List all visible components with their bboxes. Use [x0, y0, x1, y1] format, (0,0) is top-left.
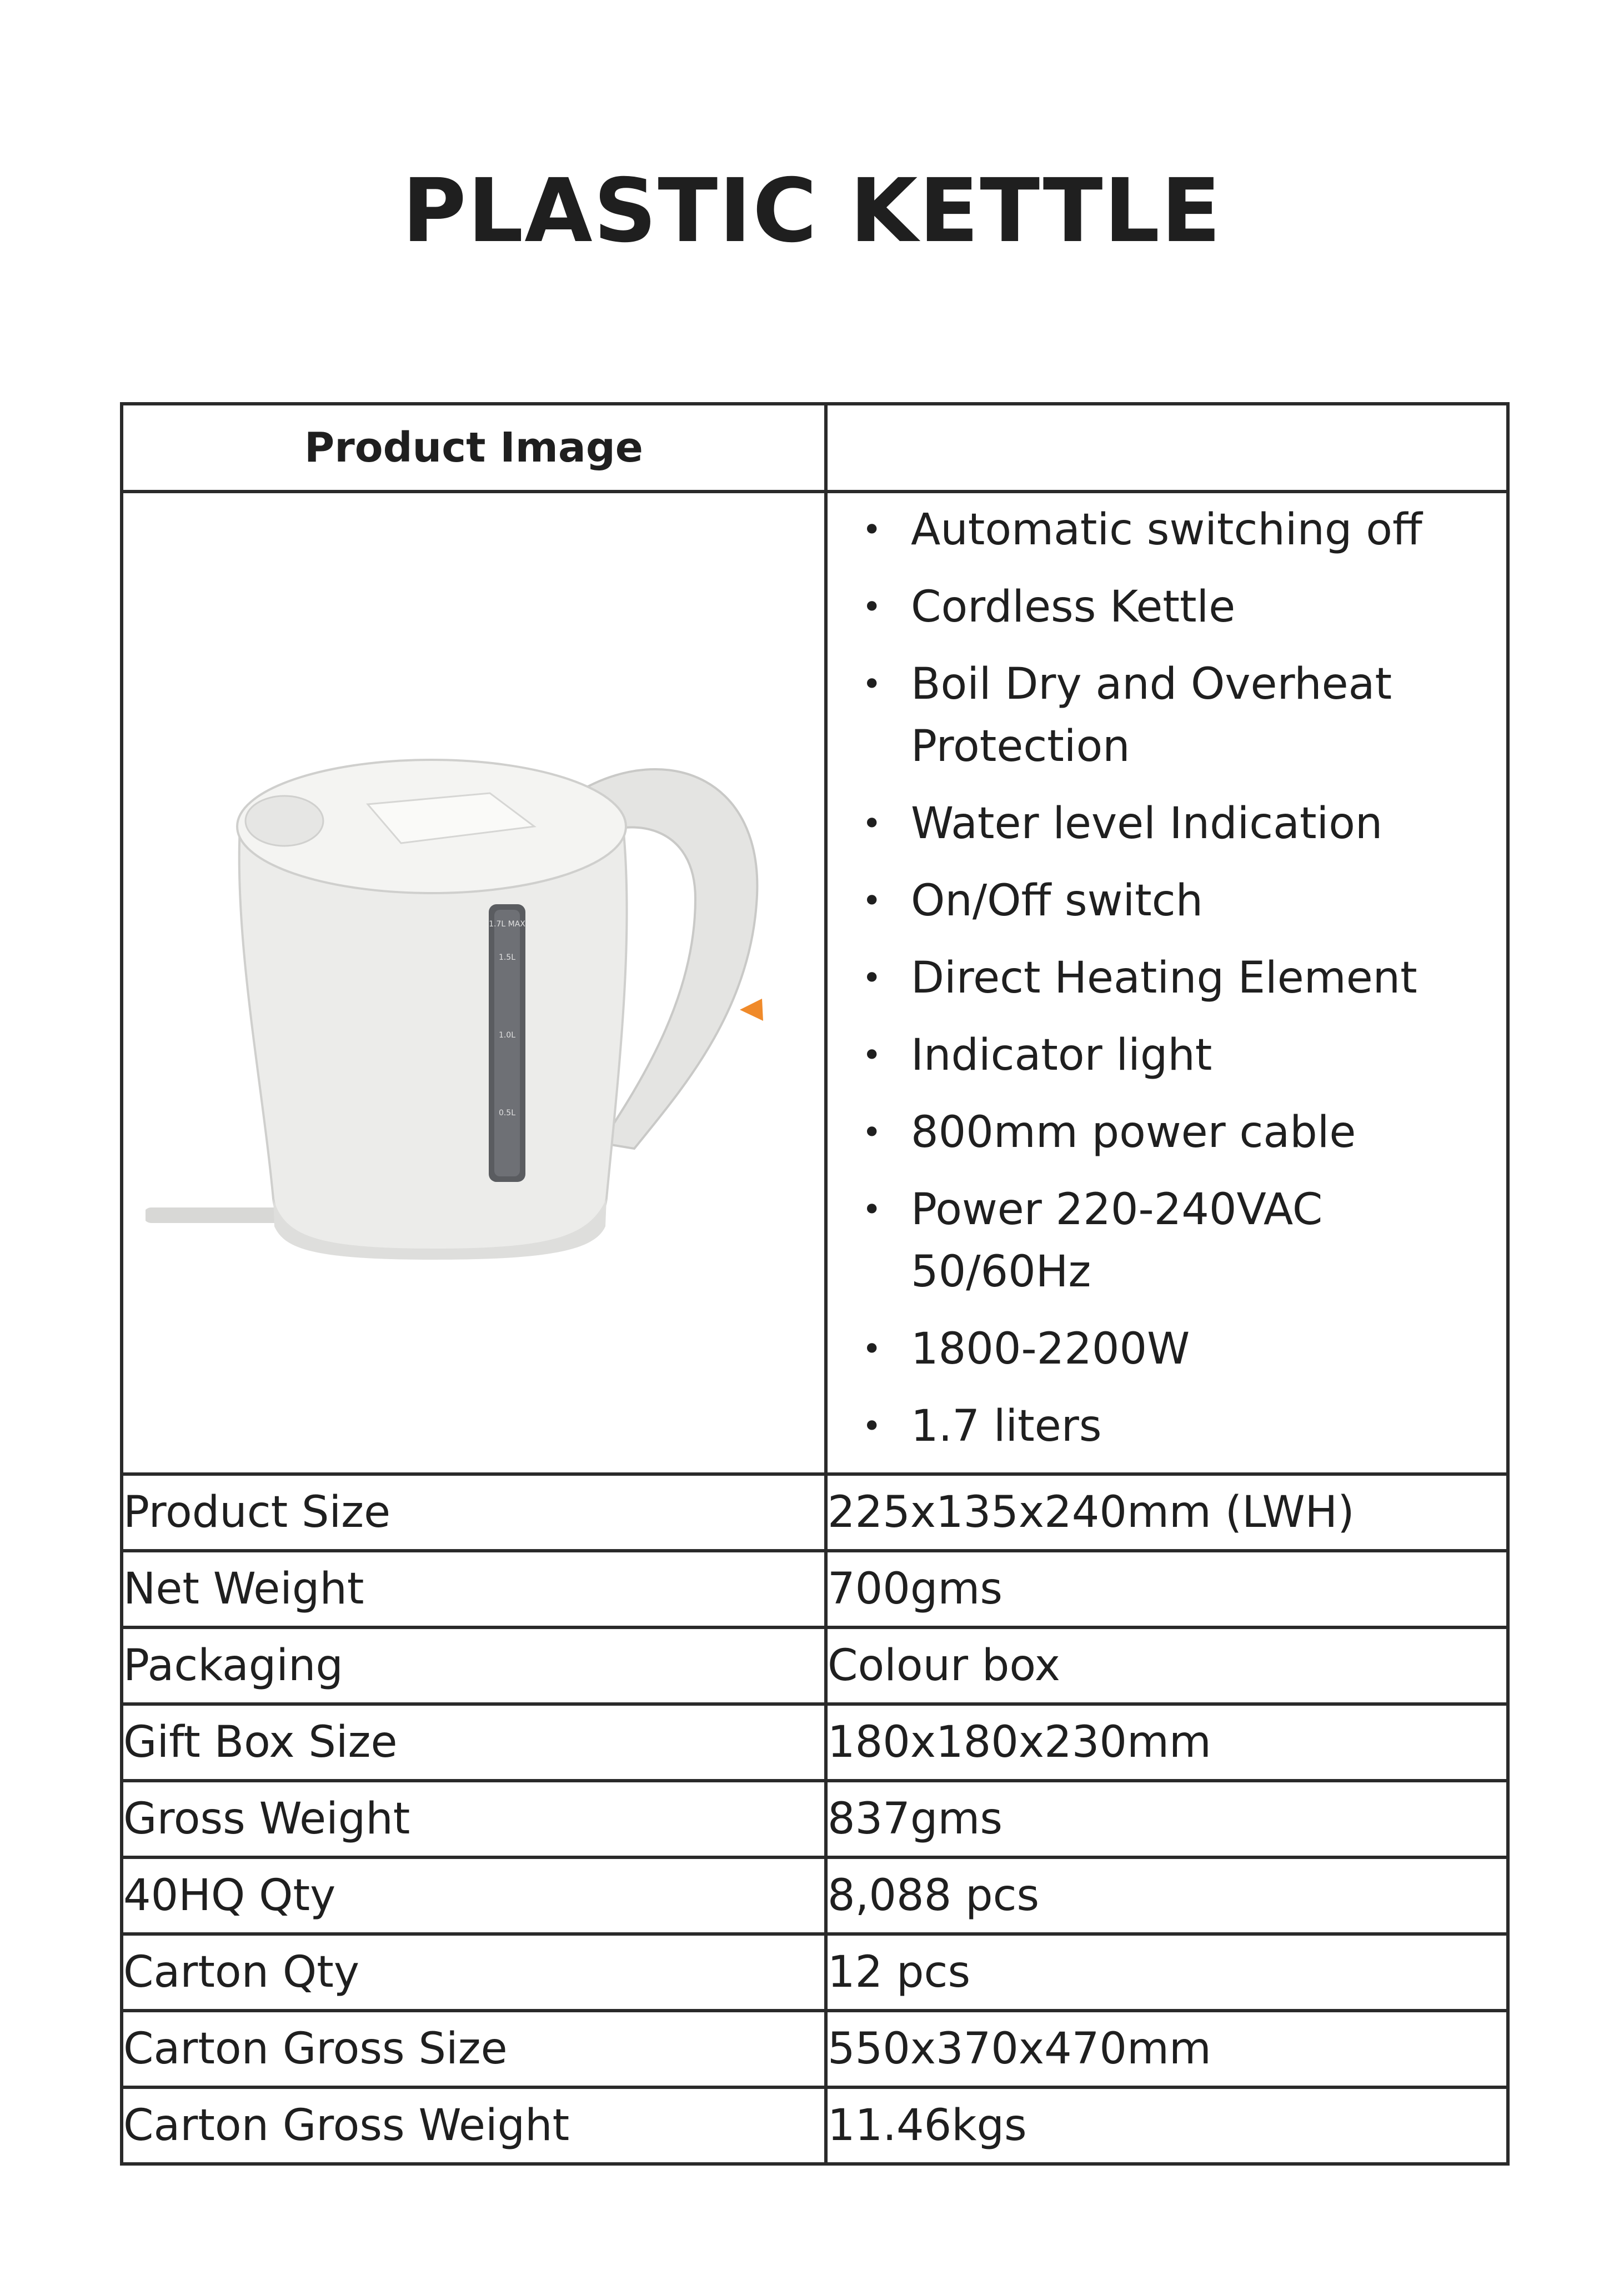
table-row — [122, 1474, 1508, 1551]
spec-value: 700gms — [826, 1551, 1508, 1627]
image-feature-row — [122, 492, 1508, 1474]
table-row — [122, 1627, 1508, 1704]
feature-item: • Direct Heating Element — [862, 953, 1417, 1003]
table-row — [122, 2011, 1508, 2087]
table-row — [122, 1781, 1508, 1857]
product-image-cell — [122, 492, 826, 1474]
feature-item: • 1800-2200W — [862, 1324, 1190, 1374]
spec-label: Packaging — [122, 1627, 826, 1704]
spec-value: 12 pcs — [826, 1934, 1508, 2011]
feature-item: • Boil Dry and Overheat Protection — [862, 659, 1392, 771]
spec-value: 225x135x240mm (LWH) — [826, 1474, 1508, 1551]
scale-mark-0-5: 0.5L — [498, 1109, 516, 1118]
table-row — [122, 1934, 1508, 2011]
spec-value: 180x180x230mm — [826, 1704, 1508, 1781]
spec-table — [120, 402, 1510, 2166]
feature-item: • Automatic switching off — [862, 505, 1422, 555]
spec-label: 40HQ Qty — [122, 1857, 826, 1934]
features-cell — [826, 492, 1508, 1474]
table-row — [122, 1857, 1508, 1934]
table-row — [122, 2087, 1508, 2164]
spec-label: Product Size — [122, 1474, 826, 1551]
spec-value: Colour box — [826, 1627, 1508, 1704]
feature-item: • Water level Indication — [862, 799, 1383, 849]
scale-mark-1-5: 1.5L — [498, 953, 516, 962]
spec-label: Net Weight — [122, 1551, 826, 1627]
spec-label: Carton Gross Weight — [122, 2087, 826, 2164]
spec-value: 837gms — [826, 1781, 1508, 1857]
spec-label: Gift Box Size — [122, 1704, 826, 1781]
spec-value: 8,088 pcs — [826, 1857, 1508, 1934]
spec-label: Carton Qty — [122, 1934, 826, 2011]
header-empty — [826, 404, 1508, 492]
feature-item: • On/Off switch — [862, 876, 1204, 926]
feature-item: • Cordless Kettle — [862, 582, 1236, 632]
feature-item: • Indicator light — [862, 1030, 1212, 1080]
feature-item: • 1.7 liters — [862, 1401, 1102, 1451]
spec-label: Carton Gross Size — [122, 2011, 826, 2087]
spec-value: 11.46kgs — [826, 2087, 1508, 2164]
table-header-row — [122, 404, 1508, 492]
kettle-image — [146, 638, 812, 1276]
header-product-image: Product Image — [122, 404, 826, 492]
spec-label: Gross Weight — [122, 1781, 826, 1857]
feature-list — [828, 493, 1506, 1457]
spec-value: 550x370x470mm — [826, 2011, 1508, 2087]
page-title: PLASTIC KETTLE — [402, 160, 1222, 262]
table-row — [122, 1704, 1508, 1781]
scale-mark-max: 1.7L MAX — [489, 920, 525, 929]
feature-item: • 800mm power cable — [862, 1108, 1356, 1157]
table-row — [122, 1551, 1508, 1627]
scale-mark-1-0: 1.0L — [498, 1031, 516, 1040]
feature-item: • Power 220-240VAC 50/60Hz — [862, 1185, 1323, 1297]
